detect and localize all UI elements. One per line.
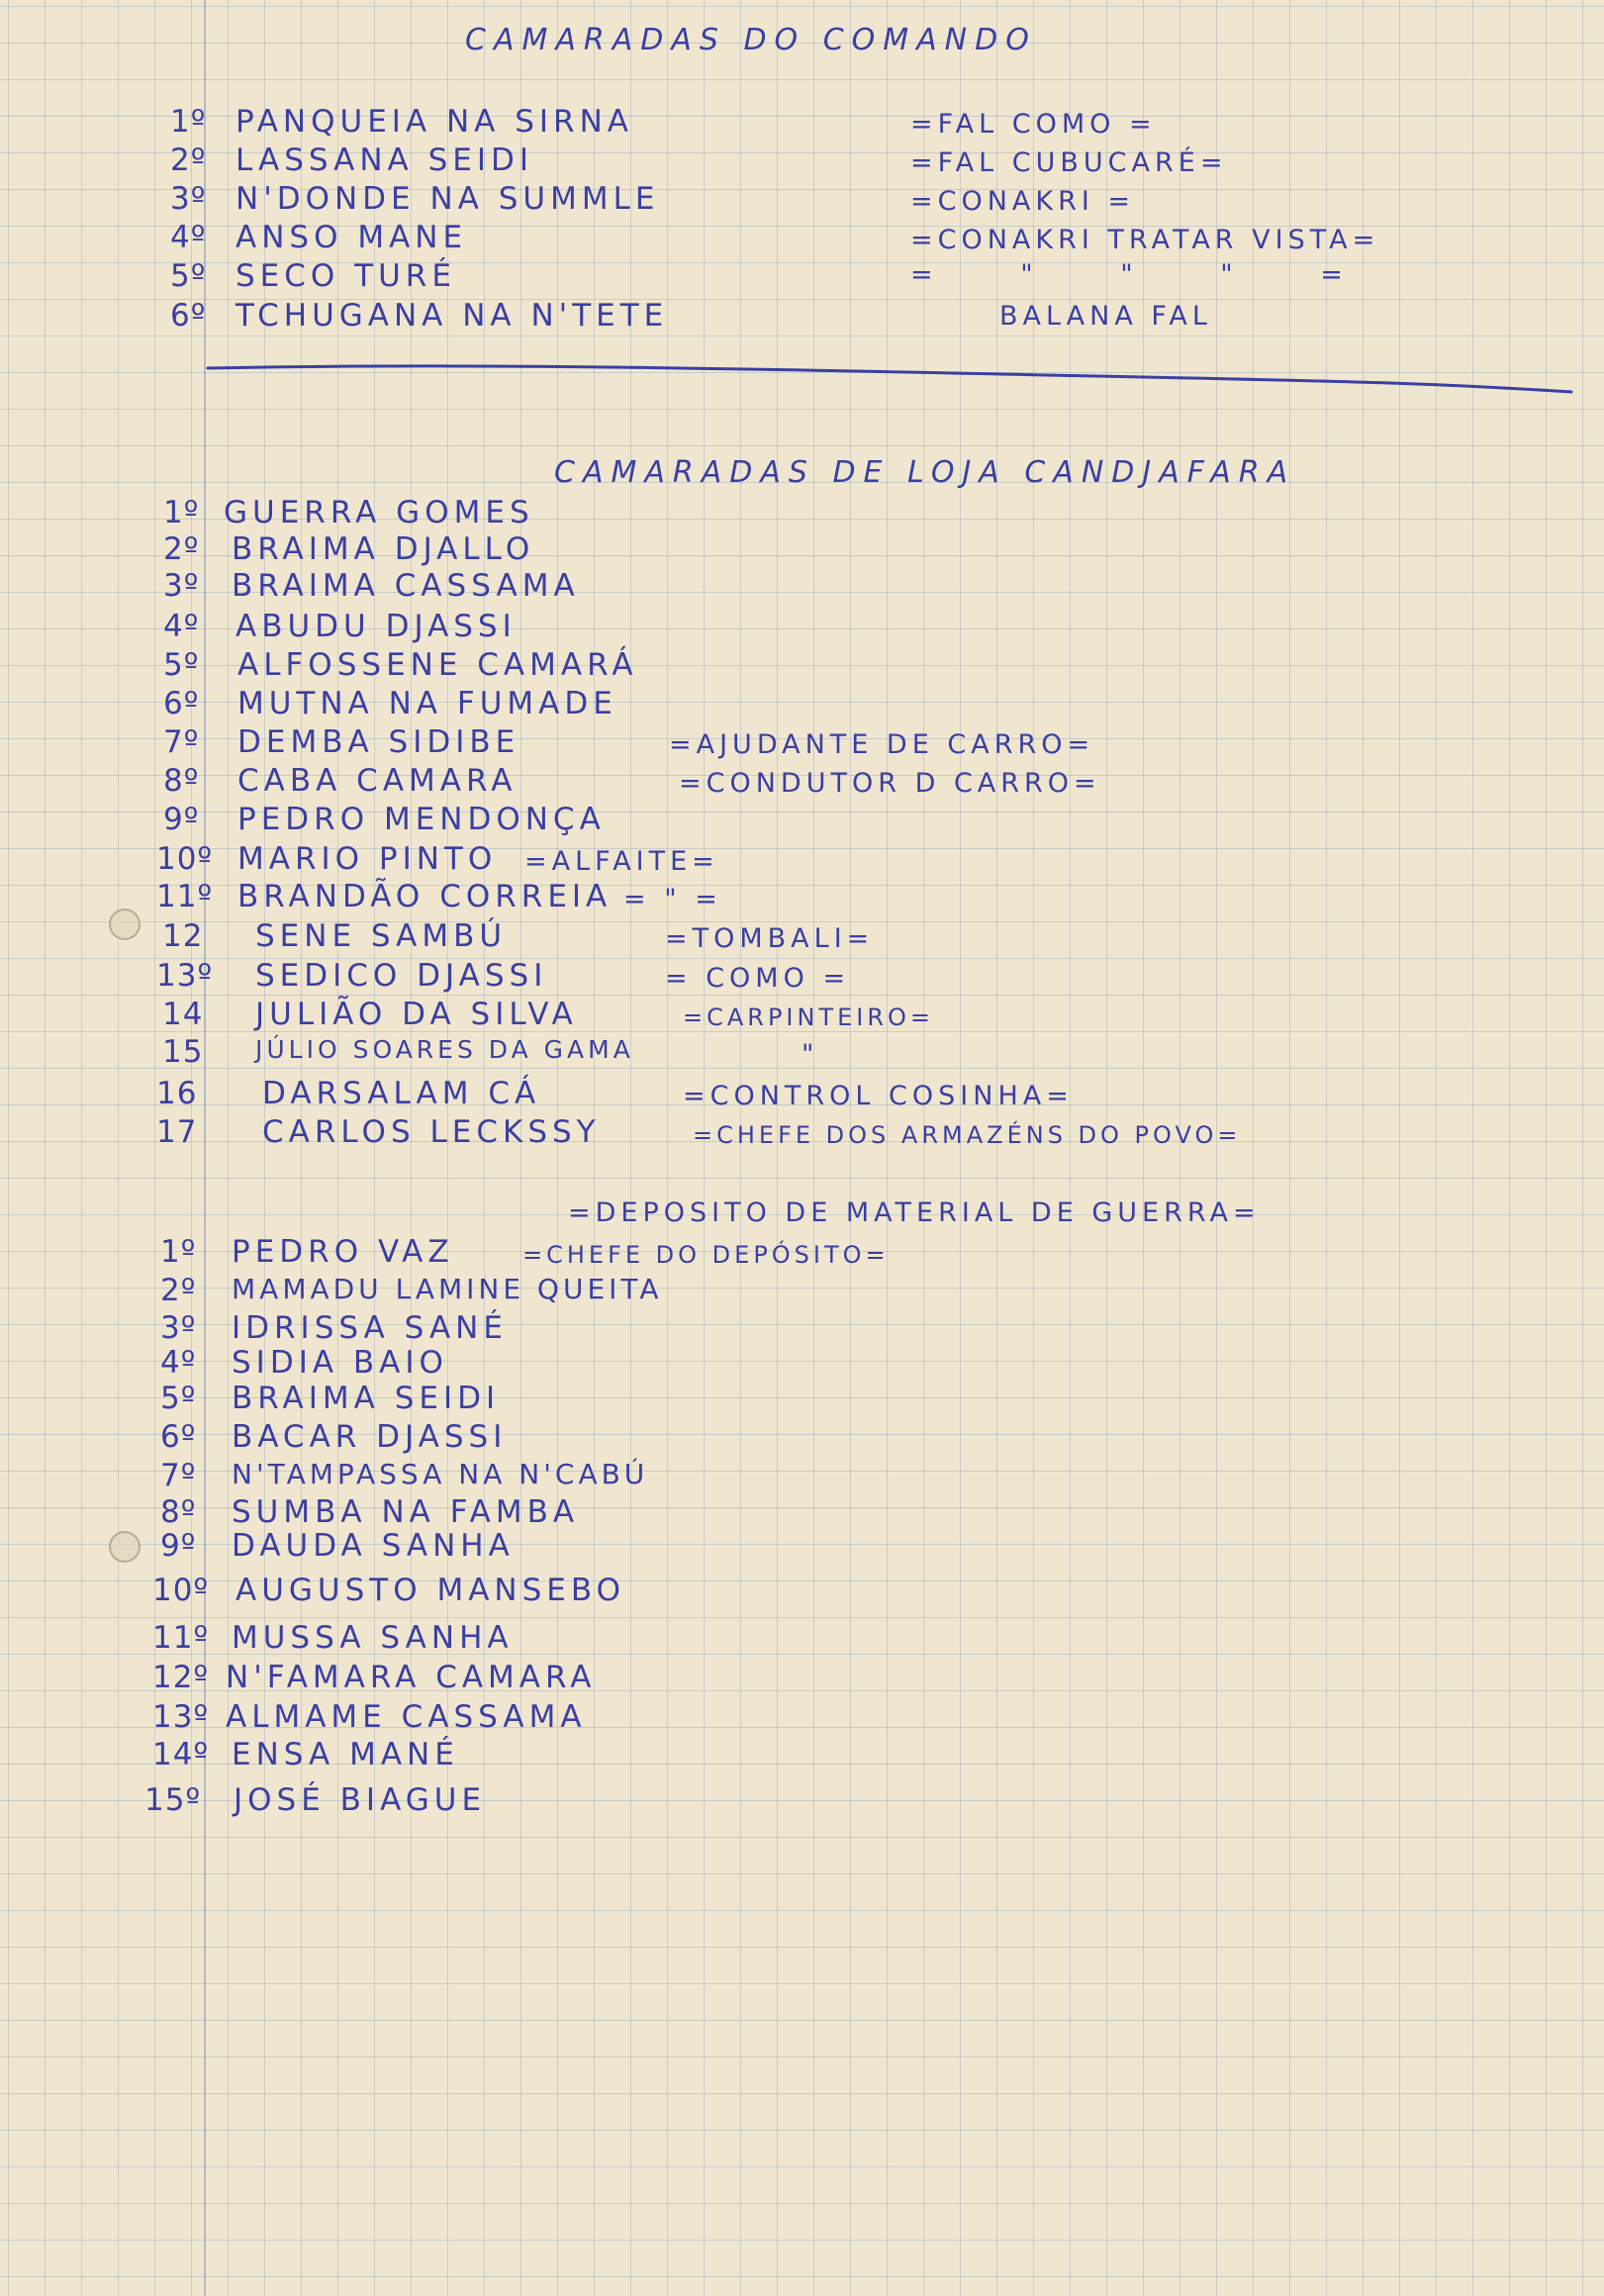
row-number: 15 — [162, 1034, 204, 1070]
punch-hole — [109, 1531, 141, 1563]
row-note: =CONAKRI TRATAR VISTA= — [910, 225, 1380, 255]
row-name: AUGUSTO MANSEBO — [236, 1573, 626, 1608]
row-name: ABUDU DJASSI — [236, 609, 517, 644]
row-note: =AJUDANTE DE CARRO= — [669, 729, 1095, 760]
row-name: MUTNA NA FUMADE — [237, 686, 617, 721]
row-number: 5º — [163, 647, 200, 683]
row-name: PEDRO VAZ — [232, 1234, 454, 1270]
row-name: CARLOS LECKSSY — [262, 1114, 601, 1150]
row-number: 2º — [160, 1273, 197, 1308]
row-name: DARSALAM CÁ — [262, 1076, 541, 1111]
row-note: = " = — [623, 884, 722, 914]
row-name: MARIO PINTO — [237, 841, 498, 877]
row-number: 7º — [160, 1458, 197, 1493]
row-name: MUSSA SANHA — [232, 1620, 514, 1656]
row-number: 4º — [170, 220, 207, 255]
row-name: LASSANA SEIDI — [236, 143, 533, 178]
row-name: PANQUEIA NA SIRNA — [236, 104, 633, 140]
row-name: SECO TURÉ — [236, 258, 456, 294]
row-name: DAUDA SANHA — [232, 1528, 515, 1564]
row-number: 17 — [156, 1114, 198, 1150]
row-name: N'TAMPASSA NA N'CABÚ — [232, 1458, 649, 1490]
row-number: 11º — [152, 1620, 210, 1656]
row-name: ALFOSSENE CAMARÁ — [237, 647, 638, 683]
row-name: SENE SAMBÚ — [255, 918, 508, 954]
row-name: SUMBA NA FAMBA — [232, 1494, 580, 1530]
punch-hole — [109, 909, 141, 940]
row-note: =CHEFE DOS ARMAZÉNS DO POVO= — [693, 1121, 1242, 1149]
row-number: 8º — [163, 763, 200, 799]
section-title-comando: CAMARADAS DO COMANDO — [465, 23, 1037, 57]
row-note: =TOMBALI= — [665, 923, 875, 954]
row-note: =CARPINTEIRO= — [683, 1004, 935, 1031]
row-note: =CONTROL COSINHA= — [683, 1081, 1074, 1111]
row-name: DEMBA SIDIBE — [237, 724, 520, 760]
row-note: =CONDUTOR D CARRO= — [679, 768, 1101, 799]
row-number: 4º — [160, 1345, 197, 1381]
row-name: BRAIMA DJALLO — [232, 531, 535, 567]
row-number: 10º — [152, 1573, 210, 1608]
row-name: ALMAME CASSAMA — [226, 1699, 587, 1735]
row-note: " — [802, 1039, 819, 1070]
row-number: 13º — [152, 1699, 210, 1735]
row-name: SIDIA BAIO — [232, 1345, 448, 1381]
row-number: 5º — [160, 1381, 197, 1416]
row-name: TCHUGANA NA N'TETE — [236, 298, 669, 334]
row-number: 8º — [160, 1494, 197, 1530]
section-title-deposito: =DEPOSITO DE MATERIAL DE GUERRA= — [568, 1197, 1261, 1228]
row-number: 13º — [156, 958, 214, 994]
row-name: JULIÃO DA SILVA — [255, 997, 578, 1032]
section-divider-line — [206, 356, 1573, 396]
row-number: 12 — [162, 918, 204, 954]
row-name: JÚLIO SOARES DA GAMA — [255, 1035, 634, 1064]
row-number: 1º — [163, 495, 200, 530]
row-name: ANSO MANE — [236, 220, 468, 255]
row-name: N'DONDE NA SUMMLE — [236, 181, 660, 217]
row-number: 16 — [156, 1076, 198, 1111]
row-name: JOSÉ BIAGUE — [234, 1782, 487, 1818]
row-number: 6º — [163, 686, 200, 721]
row-number: 15º — [144, 1782, 202, 1818]
row-number: 14 — [162, 997, 204, 1032]
row-number: 2º — [170, 143, 207, 178]
row-name: N'FAMARA CAMARA — [226, 1660, 597, 1695]
row-number: 6º — [160, 1419, 197, 1455]
row-number: 9º — [163, 802, 200, 837]
row-name: BACAR DJASSI — [232, 1419, 508, 1455]
row-number: 12º — [152, 1660, 210, 1695]
row-number: 3º — [160, 1310, 197, 1346]
section-title-loja: CAMARADAS DE LOJA CANDJAFARA — [554, 455, 1296, 490]
row-number: 4º — [163, 609, 200, 644]
row-name: SEDICO DJASSI — [255, 958, 548, 994]
row-number: 5º — [170, 258, 207, 294]
row-name: MAMADU LAMINE QUEITA — [232, 1273, 663, 1305]
row-number: 14º — [152, 1737, 210, 1772]
row-note: = COMO = — [665, 963, 851, 994]
row-name: GUERRA GOMES — [224, 495, 534, 530]
row-note: =CHEFE DO DEPÓSITO= — [522, 1241, 890, 1269]
row-name: ENSA MANÉ — [232, 1737, 459, 1772]
margin-line — [204, 0, 206, 2296]
row-number: 1º — [170, 104, 207, 140]
row-number: 2º — [163, 531, 200, 567]
row-name: BRAIMA SEIDI — [232, 1381, 501, 1416]
row-number: 7º — [163, 724, 200, 760]
row-name: BRAIMA CASSAMA — [232, 568, 580, 604]
row-name: IDRISSA SANÉ — [232, 1310, 508, 1346]
row-number: 1º — [160, 1234, 197, 1270]
row-number: 3º — [163, 568, 200, 604]
row-number: 11º — [156, 879, 214, 914]
row-number: 6º — [170, 298, 207, 334]
row-note: = " " " = — [910, 259, 1348, 290]
row-number: 10º — [156, 841, 214, 877]
row-note: =FAL CUBUCARÉ= — [910, 147, 1228, 178]
row-name: BRANDÃO CORREIA — [237, 879, 613, 914]
row-number: 3º — [170, 181, 207, 217]
row-note: =ALFAITE= — [524, 846, 719, 877]
row-note: =FAL COMO = — [910, 109, 1157, 140]
row-name: CABA CAMARA — [237, 763, 518, 799]
row-number: 9º — [160, 1528, 197, 1564]
row-name: PEDRO MENDONÇA — [237, 802, 606, 837]
row-note: =CONAKRI = — [910, 186, 1136, 217]
row-note: BALANA FAL — [999, 301, 1212, 332]
